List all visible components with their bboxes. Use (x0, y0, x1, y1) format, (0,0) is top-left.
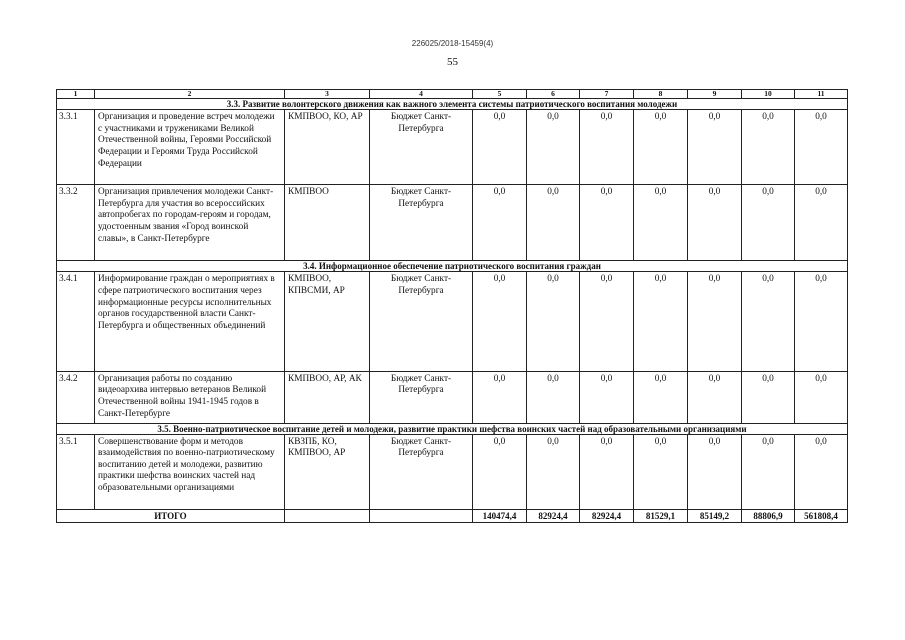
row-value: 0,0 (634, 371, 688, 423)
row-funding-source: Бюджет Санкт-Петербурга (370, 185, 473, 261)
column-header: 11 (795, 90, 848, 99)
row-value: 0,0 (742, 110, 795, 185)
row-funding-source: Бюджет Санкт-Петербурга (370, 434, 473, 509)
row-value: 0,0 (580, 434, 634, 509)
section-title: 3.3. Развитие волонтерского движения как важного элемента системы патриотического воспитания молодежи (57, 99, 848, 110)
row-value: 0,0 (527, 272, 580, 371)
row-executors: КВЗПБ, КО, КМПВОО, АР (285, 434, 370, 509)
row-description: Совершенствование форм и методов взаимодействия по военно-патриотическому воспитанию детей и молодежи, развитию практики шефства воинских частей над образовательными организациями (95, 434, 285, 509)
row-funding-source: Бюджет Санкт-Петербурга (370, 371, 473, 423)
row-value: 0,0 (795, 110, 848, 185)
row-description: Организация и проведение встреч молодежи с участниками и тружениками Великой Отечественной войны, Героями Российской Федерации и Героями Труда Российской Федерации (95, 110, 285, 185)
row-value: 0,0 (527, 185, 580, 261)
total-row (57, 509, 848, 522)
row-value: 0,0 (473, 185, 527, 261)
row-value: 0,0 (580, 272, 634, 371)
row-value: 0,0 (527, 371, 580, 423)
row-value: 0,0 (580, 110, 634, 185)
row-description: Организация работы по созданию видеоархива интервью ветеранов Великой Отечественной войны 1941-1945 годов в Санкт-Петербурге (95, 371, 285, 423)
table-row (57, 110, 848, 185)
row-executors: КМПВОО, КО, АР (285, 110, 370, 185)
total-value: 561808,4 (795, 509, 848, 522)
table-row (57, 371, 848, 423)
total-empty-cell (285, 509, 370, 522)
section-header-row (57, 423, 848, 434)
row-value: 0,0 (742, 272, 795, 371)
row-value: 0,0 (473, 434, 527, 509)
row-value: 0,0 (473, 272, 527, 371)
row-value: 0,0 (527, 434, 580, 509)
row-code: 3.4.2 (57, 371, 95, 423)
column-header: 7 (580, 90, 634, 99)
column-header: 1 (57, 90, 95, 99)
row-value: 0,0 (688, 371, 742, 423)
row-value: 0,0 (742, 434, 795, 509)
column-header: 2 (95, 90, 285, 99)
total-value: 81529,1 (634, 509, 688, 522)
section-header-row (57, 261, 848, 272)
row-executors: КМПВОО (285, 185, 370, 261)
row-value: 0,0 (527, 110, 580, 185)
document-id: 226025/2018-15459(4) (411, 39, 494, 48)
row-executors: КМПВОО, АР, АК (285, 371, 370, 423)
table-row (57, 434, 848, 509)
column-number-row (57, 90, 848, 99)
total-value: 88806,9 (742, 509, 795, 522)
row-code: 3.3.1 (57, 110, 95, 185)
total-value: 85149,2 (688, 509, 742, 522)
row-value: 0,0 (634, 110, 688, 185)
column-header: 4 (370, 90, 473, 99)
section-header-row (57, 99, 848, 110)
row-value: 0,0 (795, 272, 848, 371)
row-value: 0,0 (634, 434, 688, 509)
row-value: 0,0 (473, 371, 527, 423)
row-value: 0,0 (634, 272, 688, 371)
row-code: 3.4.1 (57, 272, 95, 371)
row-value: 0,0 (580, 371, 634, 423)
page-number: 55 (447, 56, 458, 68)
budget-table (56, 89, 848, 523)
total-empty-cell (370, 509, 473, 522)
total-value: 140474,4 (473, 509, 527, 522)
row-funding-source: Бюджет Санкт-Петербурга (370, 110, 473, 185)
row-value: 0,0 (688, 110, 742, 185)
column-header: 6 (527, 90, 580, 99)
row-value: 0,0 (580, 185, 634, 261)
column-header: 3 (285, 90, 370, 99)
column-header: 9 (688, 90, 742, 99)
row-value: 0,0 (688, 272, 742, 371)
column-header: 10 (742, 90, 795, 99)
table-row (57, 272, 848, 371)
column-header: 8 (634, 90, 688, 99)
section-title: 3.5. Военно-патриотическое воспитание детей и молодежи, развитие практики шефства воинских частей над образовательными организациями (57, 423, 848, 434)
row-value: 0,0 (473, 110, 527, 185)
total-value: 82924,4 (580, 509, 634, 522)
row-code: 3.3.2 (57, 185, 95, 261)
row-executors: КМПВОО, КПВСМИ, АР (285, 272, 370, 371)
row-description: Информирование граждан о мероприятиях в сфере патриотического воспитания через информационные ресурсы исполнительных органов государственной власти Санкт-Петербурга и общественных объединений (95, 272, 285, 371)
row-value: 0,0 (795, 371, 848, 423)
row-value: 0,0 (795, 434, 848, 509)
row-funding-source: Бюджет Санкт-Петербурга (370, 272, 473, 371)
row-value: 0,0 (688, 434, 742, 509)
row-value: 0,0 (742, 371, 795, 423)
row-description: Организация привлечения молодежи Санкт-Петербурга для участия во всероссийских автопробегах по городам-героям и городам, удостоенным звания «Город воинской славы», в Санкт-Петербурге (95, 185, 285, 261)
row-value: 0,0 (795, 185, 848, 261)
total-value: 82924,4 (527, 509, 580, 522)
row-value: 0,0 (634, 185, 688, 261)
row-code: 3.5.1 (57, 434, 95, 509)
total-label: ИТОГО (57, 509, 285, 522)
column-header: 5 (473, 90, 527, 99)
section-title: 3.4. Информационное обеспечение патриотического воспитания граждан (57, 261, 848, 272)
table-row (57, 185, 848, 261)
row-value: 0,0 (742, 185, 795, 261)
row-value: 0,0 (688, 185, 742, 261)
